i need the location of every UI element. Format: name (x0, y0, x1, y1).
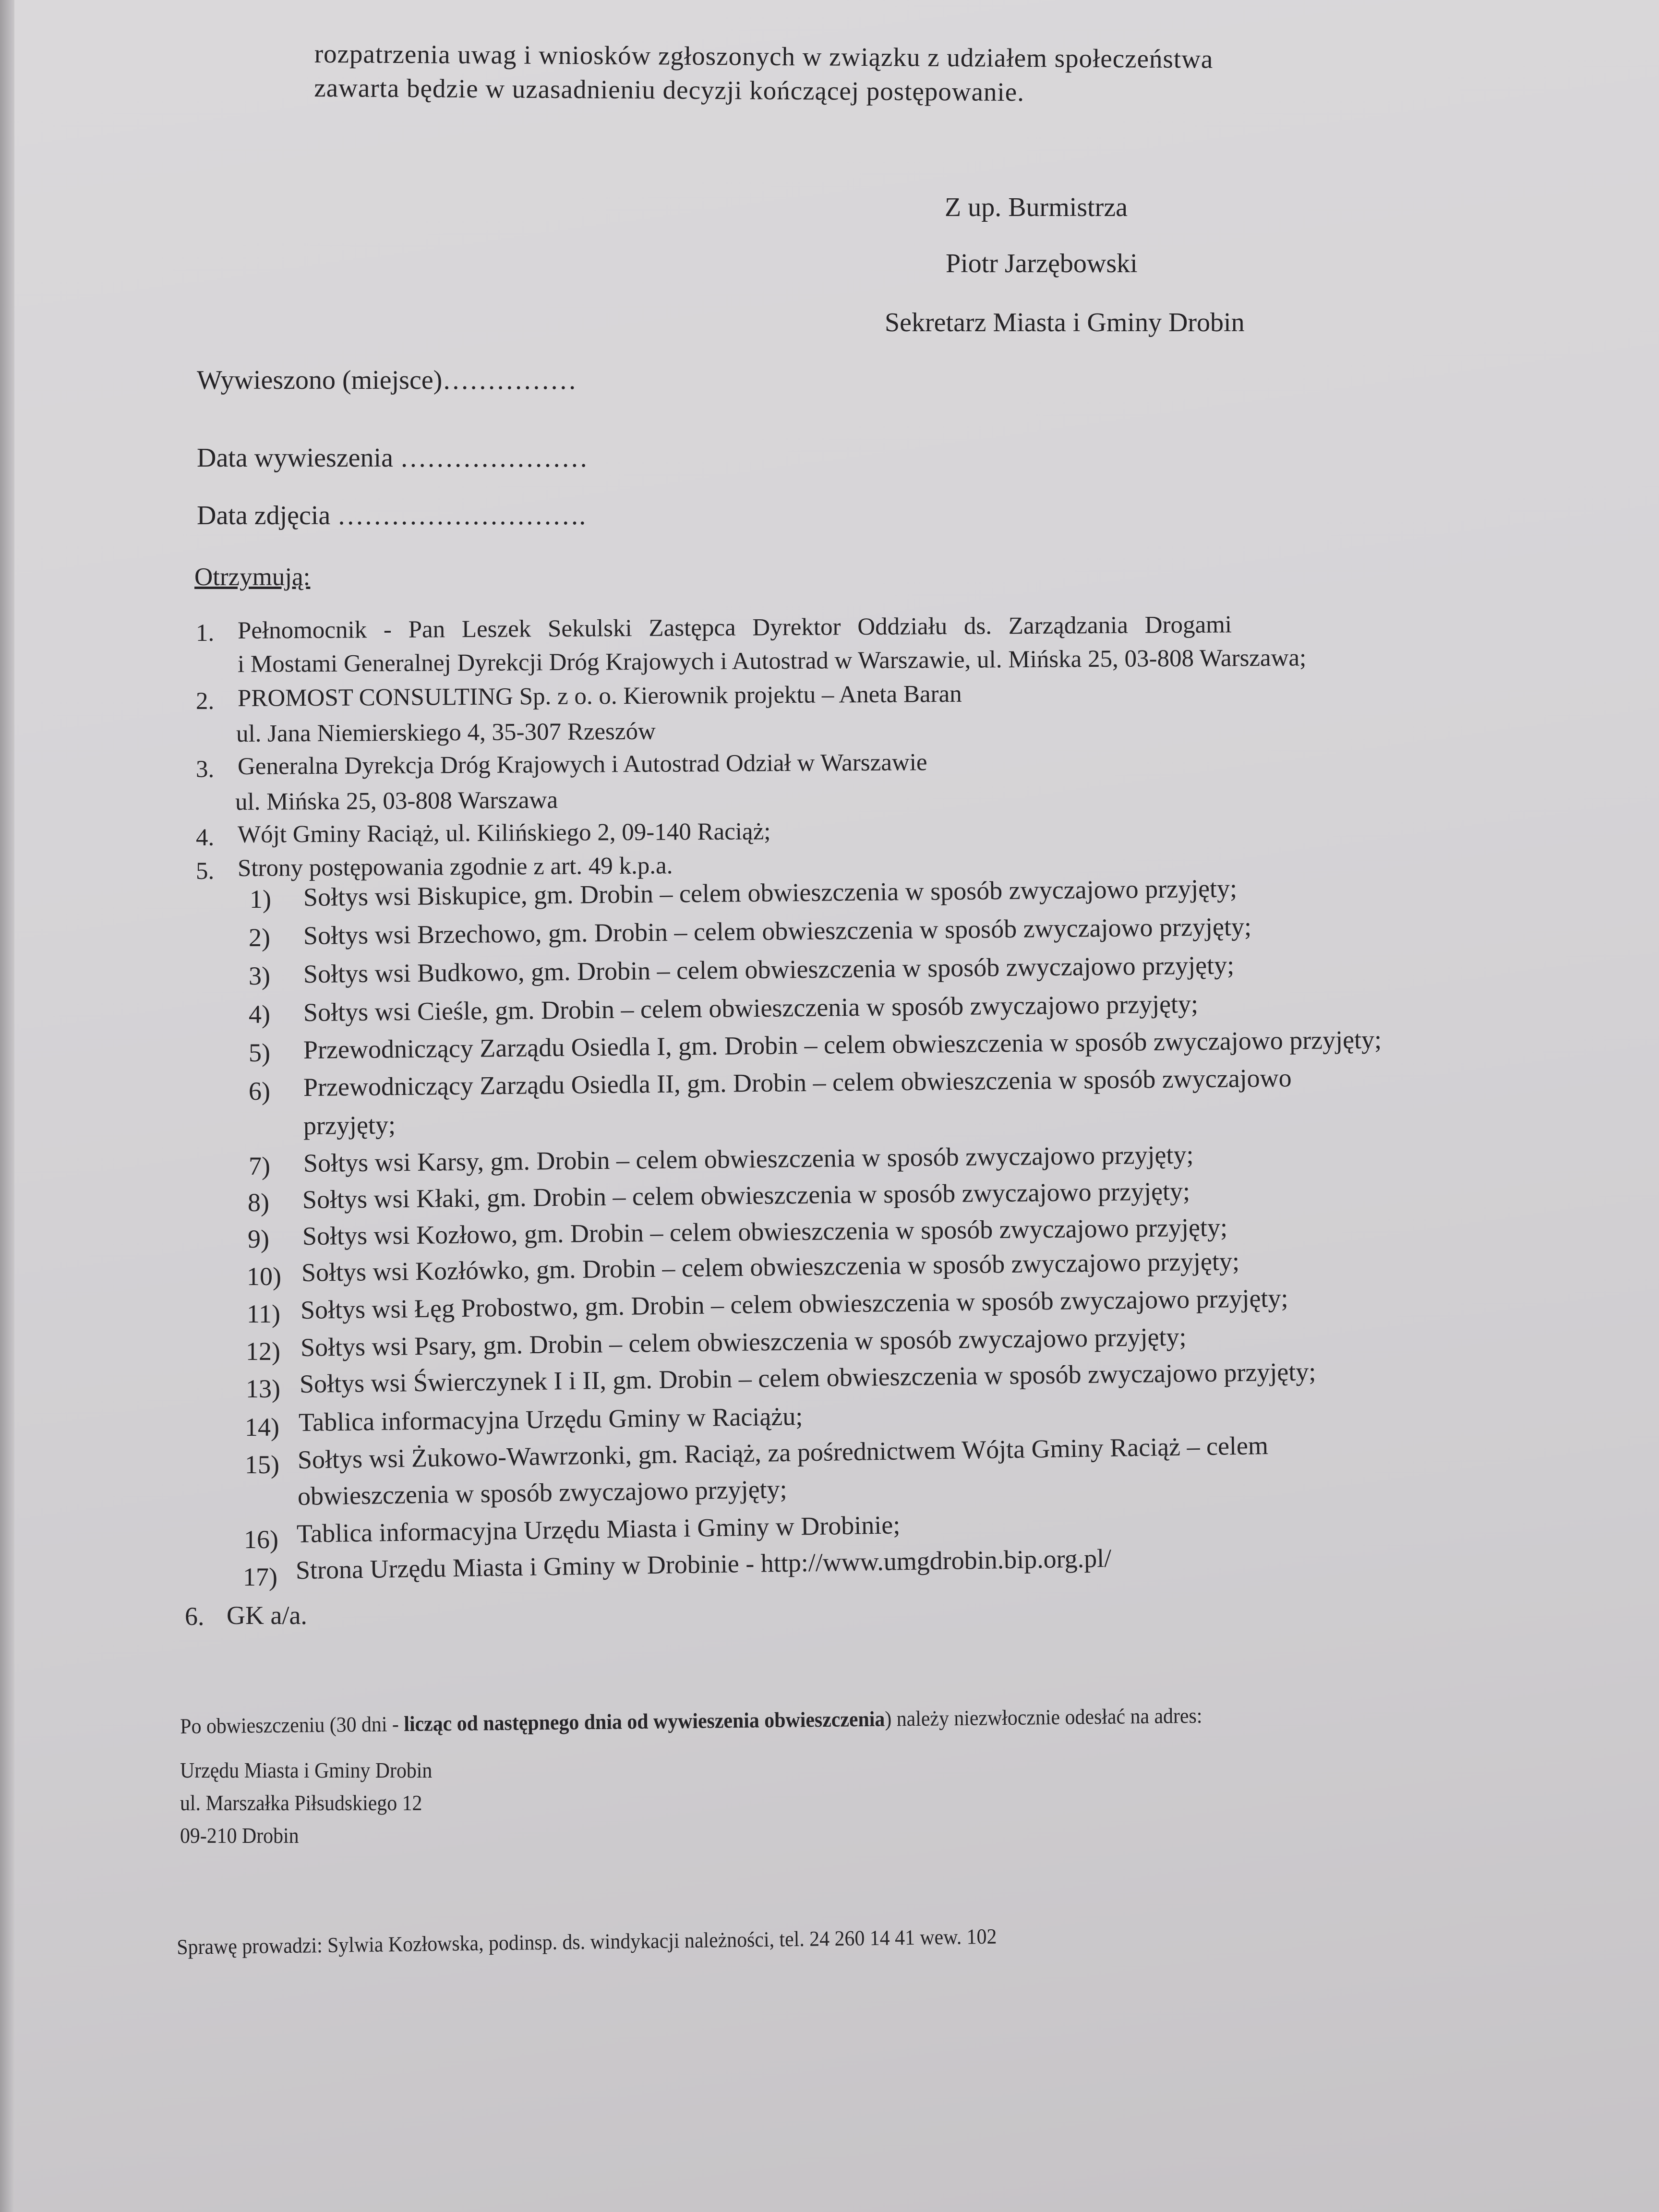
recipient-item-3-line-2: ul. Mińska 25, 03-808 Warszawa (235, 786, 558, 816)
recipient-item-4-line-1: Wójt Gminy Raciąż, ul. Kilińskiego 2, 09-140 Raciąż; (237, 818, 771, 848)
signature-line-3: Sekretarz Miasta i Gminy Drobin (885, 308, 1245, 337)
footer-address-line-2: ul. Marszałka Piłsudskiego 12 (180, 1791, 422, 1815)
recipient-item-3-num: 3. (196, 756, 215, 783)
removed-date-field: Data zdjęcia ………………………. (197, 501, 586, 530)
recipient-item-2-line-1: PROMOST CONSULTING Sp. z o. o. Kierownik projektu – Aneta Baran (237, 680, 962, 712)
subitem-17-text: Strona Urzędu Miasta i Gminy w Drobinie - http://www.umgdrobin.bip.org.pl/ (295, 1543, 1112, 1585)
subitem-10-num: 10) (247, 1262, 281, 1291)
signature-line-2: Piotr Jarzębowski (946, 249, 1138, 278)
subitem-1-num: 1) (250, 885, 271, 914)
footer-notice-pre: Po obwieszczeniu (30 dni - (180, 1712, 404, 1738)
subitem-11-text: Sołtys wsi Łęg Probostwo, gm. Drobin – celem obwieszczenia w sposób zwyczajowo przyjęty; (300, 1283, 1288, 1324)
recipients-title: Otrzymują: (194, 563, 311, 591)
page-edge-shadow (0, 0, 14, 2212)
recipient-item-1 (238, 609, 1510, 645)
subitem-4-text: Sołtys wsi Cieśle, gm. Drobin – celem obwieszczenia w sposób zwyczajowo przyjęty; (303, 989, 1199, 1027)
subitem-14-text: Tablica informacyjna Urzędu Gminy w Raciążu; (298, 1402, 803, 1437)
subitem-16-num: 16) (244, 1525, 278, 1554)
subitem-10-text: Sołtys wsi Kozłówko, gm. Drobin – celem obwieszczenia w sposób zwyczajowo przyjęty; (301, 1247, 1240, 1287)
subitem-15-text-2: obwieszczenia w sposób zwyczajowo przyjęty; (297, 1474, 787, 1511)
subitem-5-text: Przewodniczący Zarządu Osiedla I, gm. Drobin – celem obwieszczenia w sposób zwyczajowo przyjęty; (303, 1025, 1382, 1064)
subitem-4-num: 4) (249, 1000, 270, 1029)
recipient-item-1-text-1: Pełnomocnik - Pan Leszek Sekulski Zastępca Dyrektor Oddziału ds. Zarządzania Drogami (237, 611, 1232, 644)
footer-notice-bold: licząc od następnego dnia od wywieszenia obwieszczenia (404, 1707, 885, 1736)
subitem-6-text-2: przyjęty; (303, 1110, 396, 1140)
subitem-17-num: 17) (243, 1563, 277, 1591)
recipient-item-3-line-1: Generalna Dyrekcja Dróg Krajowych i Autostrad Odział w Warszawie (237, 749, 927, 780)
footer-address-line-1: Urzędu Miasta i Gminy Drobin (180, 1758, 433, 1782)
footer-notice (180, 1703, 1202, 1739)
recipient-item-6-text: GK a/a. (227, 1601, 307, 1630)
posted-date-field: Data wywieszenia ………………… (197, 443, 588, 473)
subitem-1-text: Sołtys wsi Biskupice, gm. Drobin – celem obwieszczenia w sposób zwyczajowo przyjęty; (303, 874, 1238, 912)
subitem-5-num: 5) (249, 1038, 270, 1067)
subitem-15-num: 15) (245, 1450, 279, 1479)
subitem-2-text: Sołtys wsi Brzechowo, gm. Drobin – celem obwieszczenia w sposób zwyczajowo przyjęty; (303, 912, 1252, 950)
subitem-12-text: Sołtys wsi Psary, gm. Drobin – celem obwieszczenia w sposób zwyczajowo przyjęty; (300, 1322, 1187, 1362)
intro-paragraph (314, 38, 1213, 108)
intro-line-1: rozpatrzenia uwag i wniosków zgłoszonych w związku z udziałem społeczeństwa (314, 38, 1214, 74)
subitem-9-num: 9) (248, 1225, 269, 1253)
posted-place-field: Wywieszono (miejsce)…………… (197, 365, 577, 395)
subitem-16-text: Tablica informacyjna Urzędu Miasta i Gminy w Drobinie; (296, 1510, 901, 1548)
recipient-item-1-line-1 (238, 609, 1510, 645)
subitem-8-num: 8) (248, 1188, 269, 1217)
subitem-11-num: 11) (247, 1299, 280, 1328)
subitem-13-text: Sołtys wsi Świerczynek I i II, gm. Drobin – celem obwieszczenia w sposób zwyczajowo przyjęty; (299, 1357, 1316, 1398)
footer-notice-post: ) należy niezwłocznie odesłać na adres: (885, 1703, 1202, 1731)
subitem-14-num: 14) (245, 1413, 279, 1442)
subitem-12-num: 12) (246, 1337, 280, 1366)
recipient-item-6-num: 6. (185, 1602, 204, 1631)
subitem-2-num: 2) (249, 923, 270, 952)
subitem-13-num: 13) (246, 1374, 280, 1403)
footer-contact: Sprawę prowadzi: Sylwia Kozłowska, podinsp. ds. windykacji należności, tel. 24 260 14 41 wew. 102 (177, 1924, 997, 1959)
subitem-6-text-1: Przewodniczący Zarządu Osiedla II, gm. Drobin – celem obwieszczenia w sposób zwyczajowo (303, 1063, 1292, 1102)
recipient-item-5-num: 5. (196, 858, 215, 885)
subitem-7-num: 7) (249, 1152, 270, 1180)
recipient-item-4-num: 4. (196, 824, 215, 851)
recipient-item-1-num: 1. (196, 620, 215, 647)
subitem-15-text-1: Sołtys wsi Żukowo-Wawrzonki, gm. Raciąż, za pośrednictwem Wójta Gminy Raciąż – celem (297, 1431, 1269, 1474)
subitem-6-num: 6) (249, 1077, 270, 1106)
footer-address-line-3: 09-210 Drobin (180, 1824, 299, 1848)
recipient-item-1-line-2: i Mostami Generalnej Dyrekcji Dróg Krajowych i Autostrad w Warszawie, ul. Mińska 25, 03-808 Warszawa; (237, 644, 1307, 678)
subitem-3-num: 3) (249, 962, 270, 990)
subitem-3-text: Sołtys wsi Budkowo, gm. Drobin – celem obwieszczenia w sposób zwyczajowo przyjęty; (303, 950, 1235, 988)
recipient-item-2-num: 2. (196, 688, 215, 715)
recipient-item-5-line-1: Strony postępowania zgodnie z art. 49 k.p.a. (237, 852, 673, 882)
subitem-8-text: Sołtys wsi Kłaki, gm. Drobin – celem obwieszczenia w sposób zwyczajowo przyjęty; (302, 1177, 1190, 1214)
recipient-item-2-line-2: ul. Jana Niemierskiego 4, 35-307 Rzeszów (236, 718, 656, 747)
subitem-7-text: Sołtys wsi Karsy, gm. Drobin – celem obwieszczenia w sposób zwyczajowo przyjęty; (303, 1140, 1194, 1178)
intro-line-2: zawarta będzie w uzasadnieniu decyzji kończącej postępowanie. (314, 72, 1025, 107)
subitem-9-text: Sołtys wsi Kozłowo, gm. Drobin – celem obwieszczenia w sposób zwyczajowo przyjęty; (302, 1213, 1228, 1250)
signature-line-1: Z up. Burmistrza (945, 192, 1128, 222)
